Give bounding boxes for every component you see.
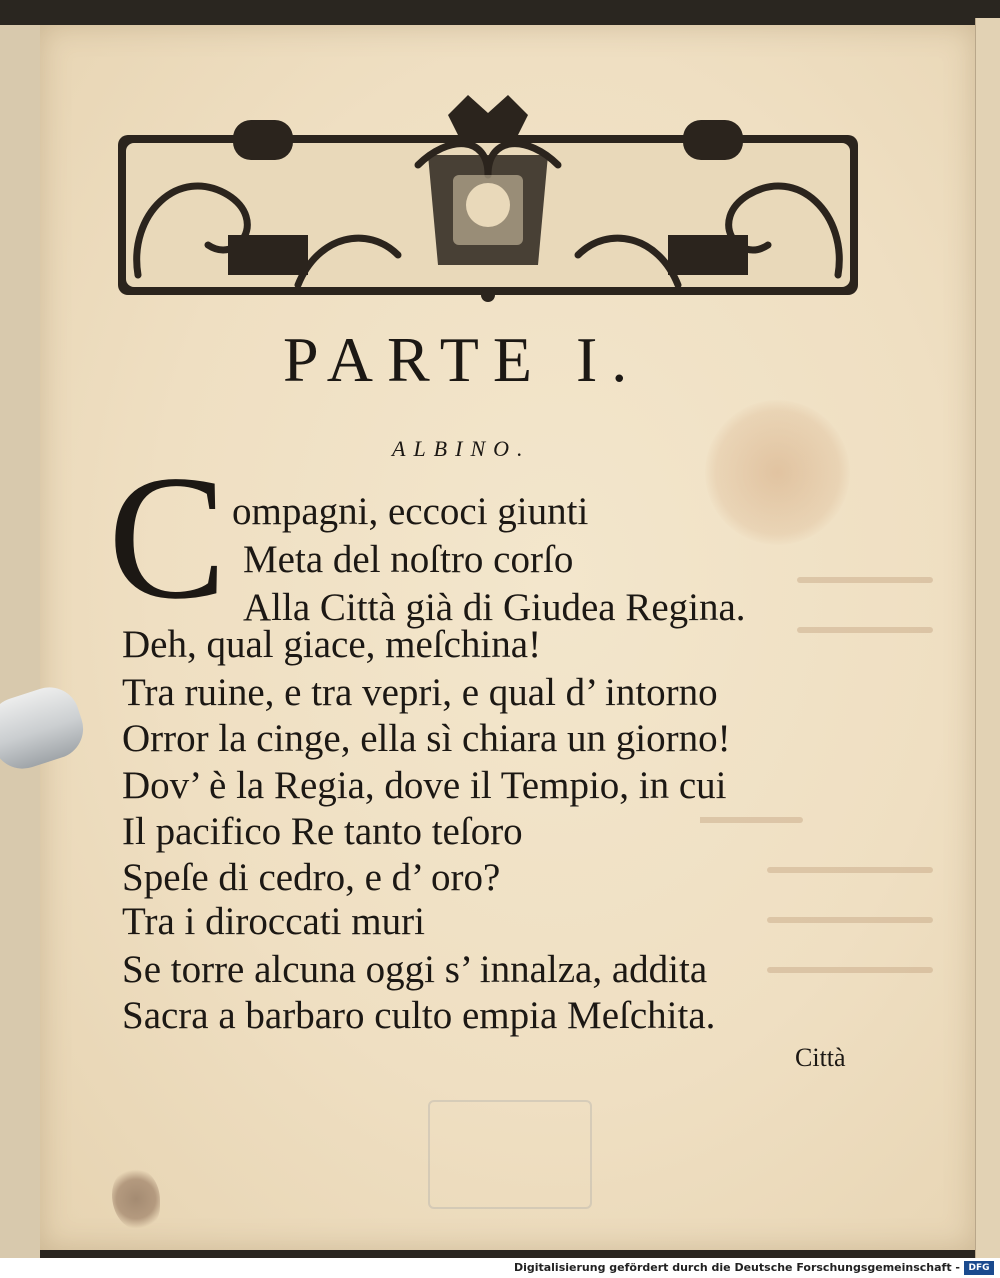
page-title: PARTE I. <box>283 324 642 395</box>
poem-line-11: Se torre alcuna oggi s’ innalza, addita <box>122 948 708 991</box>
poem-line-10: Tra i diroccati muri <box>122 900 425 943</box>
catchword: Città <box>795 1043 846 1072</box>
poem-line-8: Il pacifico Re tanto teſoro <box>122 810 523 853</box>
poem-line-4: Deh, qual giace, meſchina! <box>122 623 542 666</box>
previous-page-edge <box>0 25 40 1258</box>
digitization-footer <box>0 1258 1000 1278</box>
poem-line-2: Meta del noſtro corſo <box>243 538 574 581</box>
speaker-name: ALBINO. <box>392 436 531 461</box>
next-page-edge <box>975 18 1000 1258</box>
bleed-through-seal <box>705 400 850 545</box>
bleed-through-text <box>700 560 940 1060</box>
footer-credit: Digitalisierung gefördert durch die Deutsche Forschungsgemeinschaft - <box>513 1261 960 1274</box>
poem-line-7: Dov’ è la Regia, dove il Tempio, in cui <box>122 764 727 807</box>
poem-line-3: Alla Città già di Giudea Regina. <box>243 586 746 629</box>
drop-cap: C <box>108 438 227 636</box>
poem-line-5: Tra ruine, e tra vepri, e qual d’ intorno <box>122 671 718 714</box>
poem-line-1: ompagni, eccoci giunti <box>232 490 589 533</box>
poem-line-6: Orror la cinge, ella sì chiara un giorno! <box>122 717 731 760</box>
poem-line-12: Sacra a barbaro culto empia Meſchita. <box>122 994 716 1037</box>
library-stamp <box>428 1100 592 1209</box>
dfg-logo: DFG <box>964 1261 994 1275</box>
woodcut-headpiece-ornament <box>118 95 858 305</box>
poem-line-9: Speſe di cedro, e d’ oro? <box>122 856 501 899</box>
